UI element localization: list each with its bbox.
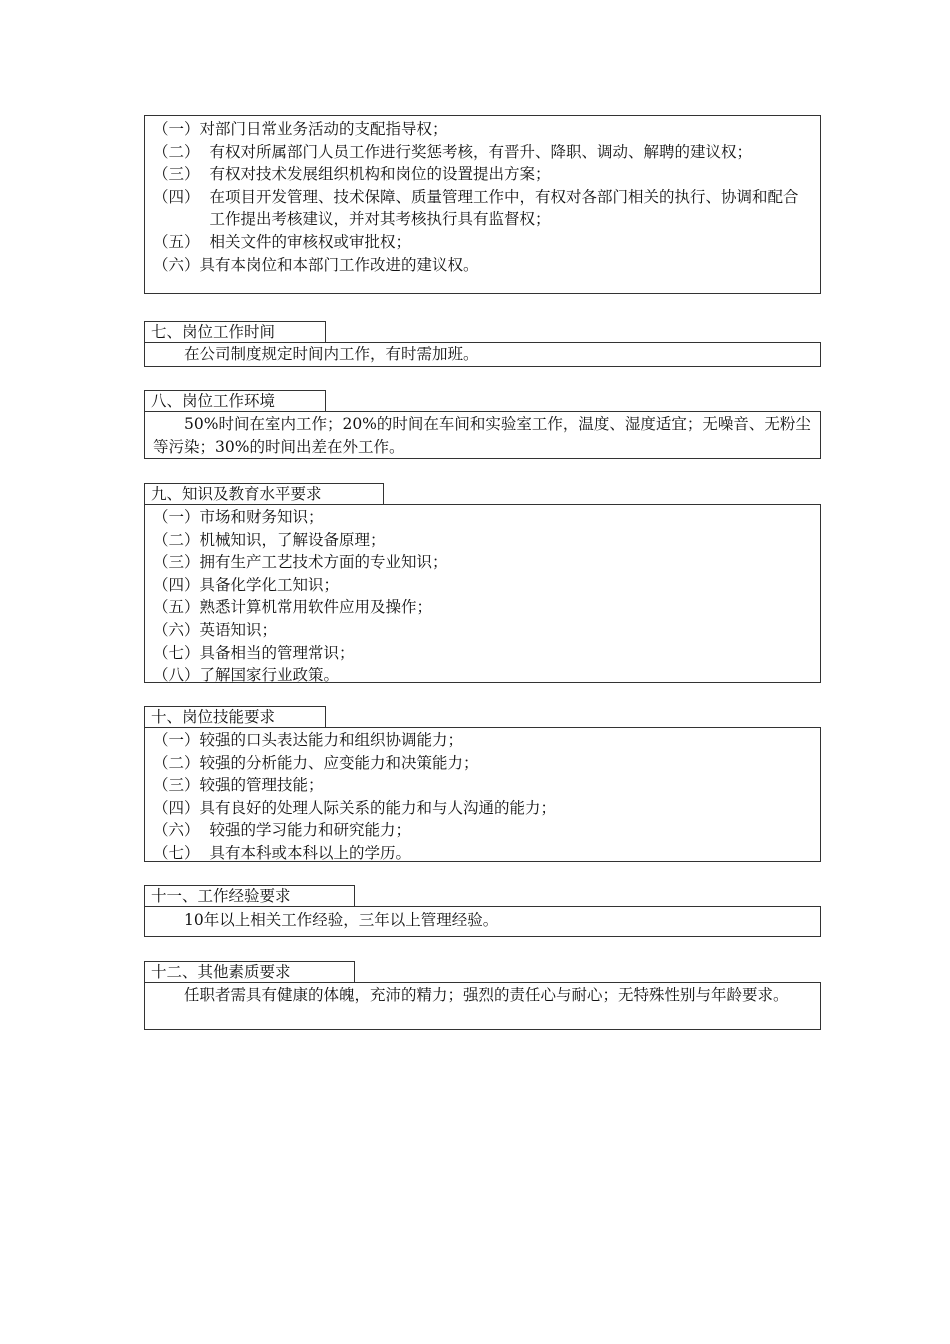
item-number: （六）	[153, 255, 200, 274]
item-text: 较强的分析能力、应变能力和决策能力；	[199, 753, 479, 772]
item-text: 有权对所属部门人员工作进行奖惩考核，有晋升、降职、调动、解聘的建议权；	[209, 142, 753, 161]
item-text: 熟悉计算机常用软件应用及操作；	[199, 598, 433, 617]
item-number: （二）	[153, 753, 200, 772]
list-item	[153, 664, 814, 687]
item-number: （六）	[153, 821, 200, 840]
item-number: （一）	[153, 731, 200, 749]
item-text: 对部门日常业务活动的支配指导权；	[199, 120, 448, 138]
item-number: （四）	[153, 575, 200, 594]
list-item	[153, 231, 814, 254]
list-item	[153, 529, 814, 552]
other-box	[144, 982, 821, 1030]
item-text: 有权对技术发展组织机构和岗位的设置提出方案；	[209, 165, 551, 184]
item-text: 相关文件的审核权或审批权；	[209, 232, 412, 251]
list-item	[153, 186, 814, 231]
list-item	[153, 642, 814, 665]
list-item	[153, 506, 814, 529]
item-number: （七）	[153, 843, 200, 862]
section-title-experience: 十一、工作经验要求	[144, 885, 355, 907]
item-number: （八）	[153, 666, 200, 685]
list-item	[153, 574, 814, 597]
item-text: 具备化学化工知识；	[199, 575, 340, 594]
list-item	[153, 163, 814, 186]
list-item	[153, 797, 814, 820]
list-item	[153, 141, 814, 164]
work-time-box	[144, 342, 821, 367]
item-number: （五）	[153, 598, 200, 617]
item-text: 具备相当的管理常识；	[199, 643, 355, 662]
list-item	[153, 254, 814, 277]
list-item	[153, 118, 814, 141]
list-item	[153, 596, 814, 619]
section-title-work-time: 七、岗位工作时间	[144, 321, 326, 343]
experience-box	[144, 906, 821, 937]
item-number: （三）	[153, 776, 200, 795]
list-item	[153, 729, 814, 752]
item-text: 拥有生产工艺技术方面的专业知识；	[199, 553, 448, 572]
item-number: （二）	[153, 530, 200, 549]
item-number: （七）	[153, 643, 200, 662]
item-text: 较强的管理技能；	[199, 776, 324, 795]
item-text: 具有本科或本科以上的学历。	[209, 843, 412, 862]
list-item	[153, 774, 814, 797]
item-text: 了解国家行业政策。	[199, 666, 340, 685]
list-item	[153, 842, 814, 865]
item-number: （一）	[153, 120, 200, 138]
authority-box	[144, 115, 821, 294]
item-number: （四）	[153, 187, 200, 206]
section-title-work-environment: 八、岗位工作环境	[144, 390, 326, 412]
item-text: 具有本岗位和本部门工作改进的建议权。	[199, 255, 479, 274]
knowledge-box	[144, 504, 821, 683]
work-time-text: 在公司制度规定时间内工作，有时需加班。	[184, 345, 479, 363]
item-text: 机械知识，了解设备原理；	[199, 530, 386, 549]
section-title-knowledge: 九、知识及教育水平要求	[144, 483, 384, 505]
item-text: 较强的学习能力和研究能力；	[209, 821, 412, 840]
item-text: 英语知识；	[199, 620, 278, 639]
list-item	[153, 752, 814, 775]
list-item	[153, 819, 814, 842]
other-text: 任职者需具有健康的体魄，充沛的精力；强烈的责任心与耐心；无特殊性别与年龄要求。	[184, 986, 789, 1004]
section-title-other: 十二、其他素质要求	[144, 961, 355, 983]
item-number: （五）	[153, 232, 200, 251]
item-number: （三）	[153, 553, 200, 572]
item-number: （六）	[153, 620, 200, 639]
list-item	[153, 619, 814, 642]
item-number: （三）	[153, 165, 200, 184]
item-number: （一）	[153, 508, 200, 526]
item-text: 市场和财务知识；	[199, 508, 324, 526]
experience-text: 10年以上相关工作经验，三年以上管理经验。	[184, 911, 499, 929]
work-environment-text: 50%时间在室内工作；20%的时间在车间和实验室工作，温度、湿度适宜；无噪音、无粉尘等污染；30%的时间出差在外工作。	[153, 415, 811, 456]
item-number: （二）	[153, 142, 200, 161]
item-text: 较强的口头表达能力和组织协调能力；	[199, 731, 464, 749]
item-number: （四）	[153, 798, 200, 817]
section-title-skills: 十、岗位技能要求	[144, 706, 326, 728]
item-text: 在项目开发管理、技术保障、质量管理工作中，有权对各部门相关的执行、协调和配合工作提出考核建议，并对其考核执行具有监督权；	[209, 187, 799, 229]
work-environment-box	[144, 411, 821, 459]
skills-box	[144, 727, 821, 862]
list-item	[153, 551, 814, 574]
item-text: 具有良好的处理人际关系的能力和与人沟通的能力；	[199, 798, 557, 817]
